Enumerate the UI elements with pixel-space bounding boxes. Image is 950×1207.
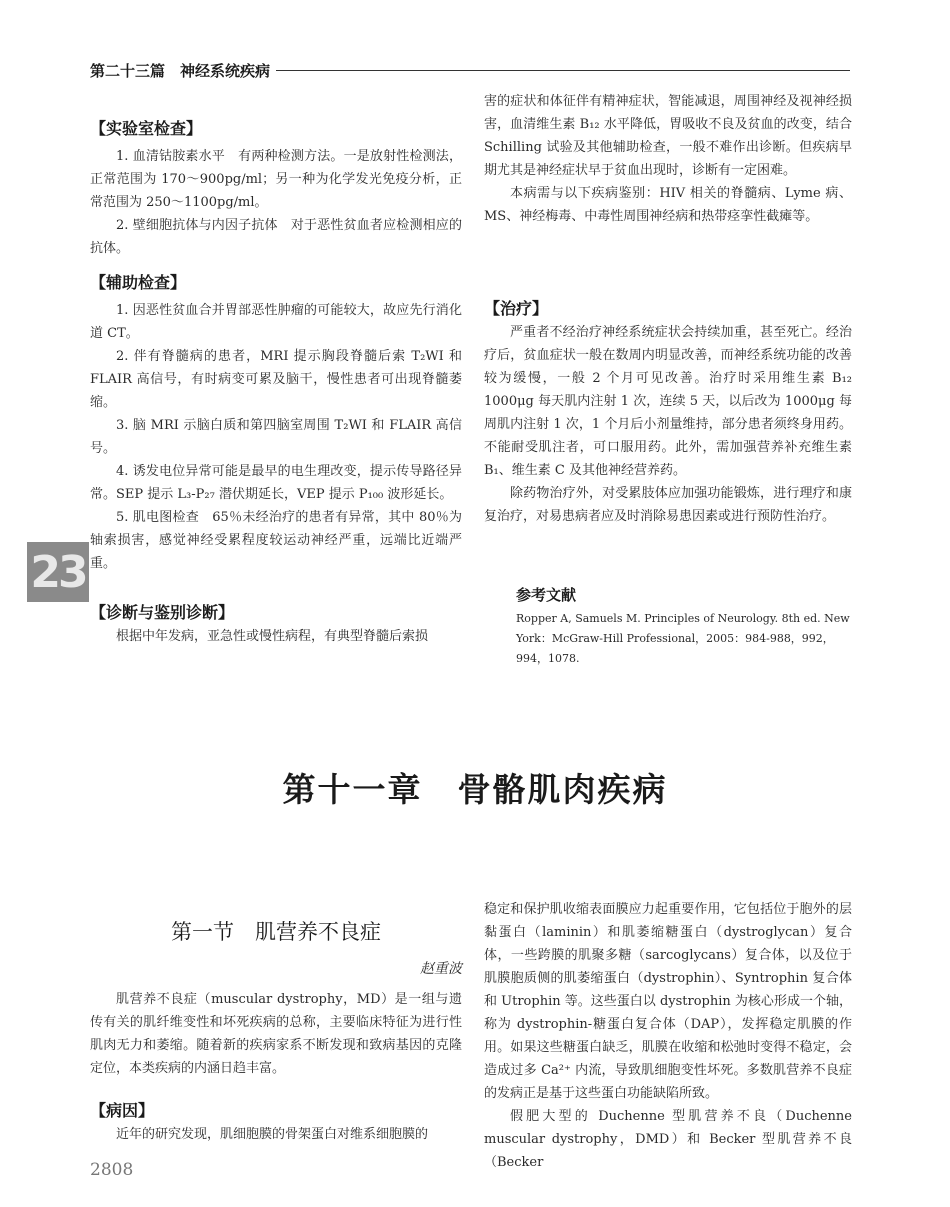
left-column-bottom [90,988,462,1080]
left-column-diag [90,600,462,648]
lab-item-1: 1. 血清钴胺素水平 有两种检测方法。一是放射性检测法，正常范围为 170～900pg/ml；另一种为化学发光免疫分析，正常范围为 250～1100pg/ml。 [90,149,462,210]
aux-item-4: 4. 诱发电位异常可能是最早的电生理改变，提示传导路径异常。SEP 提示 L₃-P₂₇ 潜伏期延长，VEP 提示 P₁₀₀ 波形延长。 [90,464,462,502]
diag-text: 根据中年发病，亚急性或慢性病程，有典型脊髓后索损 [116,629,429,644]
intro-text: 肌营养不良症（muscular dystrophy，MD）是一组与遗传有关的肌纤维变性和坏死疾病的总称，主要临床特征为进行性肌肉无力和萎缩。随着新的疾病家系不断发现和致病基因的克隆定位，本类疾病的内涵日趋丰富。 [90,992,462,1076]
page-number: 2808 [90,1160,134,1180]
cause-text: 近年的研究发现，肌细胞膜的骨架蛋白对维系细胞膜的 [116,1127,429,1142]
aux-heading: 【辅助检查】 [90,273,187,292]
aux-item-3: 3. 脑 MRI 示脑白质和第四脑室周围 T₂WI 和 FLAIR 高信号。 [90,418,462,456]
cause-section [90,1098,462,1146]
diag-continued: 害的症状和体征伴有精神症状，智能减退，周围神经及视神经损害，血清维生素 B₁₂ 水平降低，胃吸收不良及贫血的改变，结合 Schilling 试验及其他辅助检查，一般不难作出诊断。但疾病早期尤其是神经症状早于贫血出现时，诊断有一定困难。 [484,94,852,178]
reference-item: Ropper A, Samuels M. Principles of Neurology. 8th ed. New York：McGraw-Hill Professional，2005：984-988，992，994，1078. [516,612,850,665]
running-head [90,59,850,81]
cause-heading: 【病因】 [90,1101,155,1120]
aux-item-2: 2. 伴有脊髓病的患者，MRI 提示胸段脊髓后索 T₂WI 和 FLAIR 高信号，有时病变可累及脑干，慢性患者可出现脊髓萎缩。 [90,349,462,410]
lab-item-2: 2. 壁细胞抗体与内因子抗体 对于恶性贫血者应检测相应的抗体。 [90,218,462,256]
left-column-aux [90,270,462,575]
references-heading: 参考文献 [516,586,577,604]
diag-heading: 【诊断与鉴别诊断】 [90,603,235,622]
running-head-title: 第二十三篇 神经系统疾病 [90,61,271,80]
right-column-treatment [484,296,852,528]
chapter-tab: 23 [27,542,89,602]
section-title: 第一节 肌营养不良症 [171,920,381,944]
author: 赵重波 [420,961,462,977]
aux-item-1: 1. 因恶性贫血合并胃部恶性肿瘤的可能较大，故应先行消化道 CT。 [90,303,462,341]
aux-item-5: 5. 肌电图检查 65％未经治疗的患者有异常，其中 80％为轴索损害，感觉神经受累程度较运动神经严重，远端比近端严重。 [90,510,462,571]
treatment-text-1: 严重者不经治疗神经系统症状会持续加重，甚至死亡。经治疗后，贫血症状一般在数周内明显改善，而神经系统功能的改善较为缓慢，一般 2 个月可见改善。治疗时采用维生素 B₁₂ 1000μg 每天肌内注射 1 次，连续 5 天，以后改为 1000μg 每周肌内注射 1 次，1 个月后小剂量维持，部分患者须终身用药。不能耐受肌注者，可口服用药。此外，需加强营养补充维生素 B₁、维生素 C 及其他神经营养药。 [484,325,852,478]
pathogenesis-text: 稳定和保护肌收缩表面膜应力起重要作用，它包括位于胞外的层黏蛋白（laminin）和肌萎缩糖蛋白（dystroglycan）复合体，一些跨膜的肌聚多糖（sarcoglycans）复合体，以及位于肌膜胞质侧的肌萎缩蛋白（dystrophin）、Syntrophin 复合体和 Utrophin 等。这些蛋白以 dystrophin 为核心形成一个轴，称为 dystrophin-糖蛋白复合体（DAP），发挥稳定肌膜的作用。如果这些糖蛋白缺乏，肌膜在收缩和松弛时变得不稳定，会造成过多 Ca²⁺ 内流，导致肌细胞变性坏死。多数肌营养不良症的发病正是基于这些蛋白功能缺陷所致。 [484,902,852,1101]
left-column-top [90,116,462,260]
treatment-heading: 【治疗】 [484,299,549,318]
treatment-text-2: 除药物治疗外，对受累肢体应加强功能锻炼，进行理疗和康复治疗，对易患病者应及时消除易患因素或进行预防性治疗。 [484,486,852,524]
differential-text: 本病需与以下疾病鉴别：HIV 相关的脊髓病、Lyme 病、MS、神经梅毒、中毒性周围神经病和热带痉挛性截瘫等。 [484,186,852,224]
chapter-title: 第十一章 骨骼肌肉疾病 [282,770,668,809]
dmd-text: 假肥大型的 Duchenne 型肌营养不良（Duchenne muscular dystrophy，DMD）和 Becker 型肌营养不良（Becker [484,1109,852,1170]
running-head-rule [276,70,850,71]
lab-heading: 【实验室检查】 [90,119,203,138]
right-column-bottom [484,898,852,1174]
references [516,584,852,669]
right-column-top [484,90,852,228]
